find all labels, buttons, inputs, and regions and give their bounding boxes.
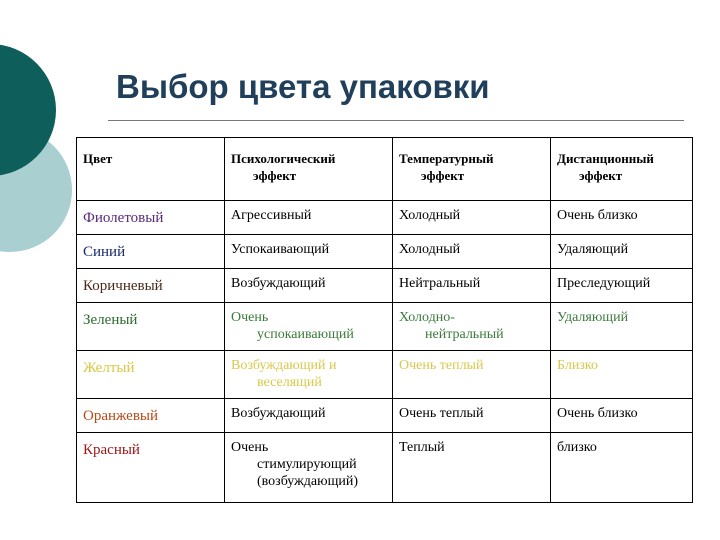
cell-psychological-effect-line: Агрессивный (231, 208, 312, 223)
cell-temperature-effect (393, 201, 551, 235)
cell-color-name: Фиолетовый (77, 201, 225, 235)
cell-psychological-effect-line: стимулирующий (257, 457, 357, 472)
cell-color-name: Коричневый (77, 269, 225, 303)
table-row (77, 201, 693, 235)
cell-temperature-effect (393, 235, 551, 269)
cell-psychological-effect-line: успокаивающий (257, 327, 354, 342)
table-row (77, 351, 693, 399)
cell-temperature-effect (393, 269, 551, 303)
cell-temperature-effect-line: Холодный (399, 208, 461, 223)
cell-psychological-effect-line: Возбуждающий (231, 406, 326, 421)
cell-psychological-effect (225, 201, 393, 235)
cell-psychological-effect (225, 399, 393, 433)
cell-psychological-effect-line: (возбуждающий) (257, 474, 359, 489)
cell-temperature-effect (393, 303, 551, 351)
cell-distance-effect: Преследующий (551, 269, 693, 303)
cell-psychological-effect (225, 433, 393, 503)
cell-distance-effect: Удаляющий (551, 303, 693, 351)
table-row (77, 235, 693, 269)
cell-psychological-effect-line: Возбуждающий и (231, 358, 337, 373)
cell-psychological-effect (225, 269, 393, 303)
cell-psychological-effect (225, 351, 393, 399)
header-distance: Дистанционный эффект (551, 138, 693, 201)
table-row (77, 399, 693, 433)
cell-distance-effect: Удаляющий (551, 235, 693, 269)
header-temperature: Температурный эффект (393, 138, 551, 201)
table-row (77, 303, 693, 351)
cell-color-name: Зеленый (77, 303, 225, 351)
cell-temperature-effect (393, 351, 551, 399)
cell-color-name: Красный (77, 433, 225, 503)
cell-psychological-effect-line: Успокаивающий (231, 242, 330, 257)
title-divider (108, 120, 684, 121)
cell-color-name: Синий (77, 235, 225, 269)
cell-psychological-effect (225, 235, 393, 269)
cell-temperature-effect-line: Холодный (399, 242, 461, 257)
cell-temperature-effect (393, 433, 551, 503)
cell-temperature-effect-line: Очень теплый (399, 406, 484, 421)
cell-temperature-effect-line: нейтральный (425, 327, 504, 342)
cell-psychological-effect-line: Очень (231, 310, 269, 325)
table-header-row (77, 138, 693, 201)
cell-temperature-effect-line: Нейтральный (399, 276, 481, 291)
cell-psychological-effect-line: Очень (231, 440, 269, 455)
header-psychological: Психологический эффект (225, 138, 393, 201)
cell-distance-effect: Очень близко (551, 201, 693, 235)
cell-color-name: Оранжевый (77, 399, 225, 433)
cell-temperature-effect-line: Теплый (399, 440, 445, 455)
cell-distance-effect: Близко (551, 351, 693, 399)
cell-psychological-effect-line: Возбуждающий (231, 276, 326, 291)
table-row (77, 433, 693, 503)
cell-temperature-effect (393, 399, 551, 433)
cell-color-name: Желтый (77, 351, 225, 399)
cell-temperature-effect-line: Холодно- (399, 310, 455, 325)
color-effects-table (76, 137, 693, 503)
cell-psychological-effect-line: веселящий (257, 375, 322, 390)
cell-temperature-effect-line: Очень теплый (399, 358, 484, 373)
cell-psychological-effect (225, 303, 393, 351)
header-color: Цвет (77, 138, 225, 201)
cell-distance-effect: близко (551, 433, 693, 503)
table-row (77, 269, 693, 303)
slide-title: Выбор цвета упаковки (116, 68, 490, 105)
cell-distance-effect: Очень близко (551, 399, 693, 433)
